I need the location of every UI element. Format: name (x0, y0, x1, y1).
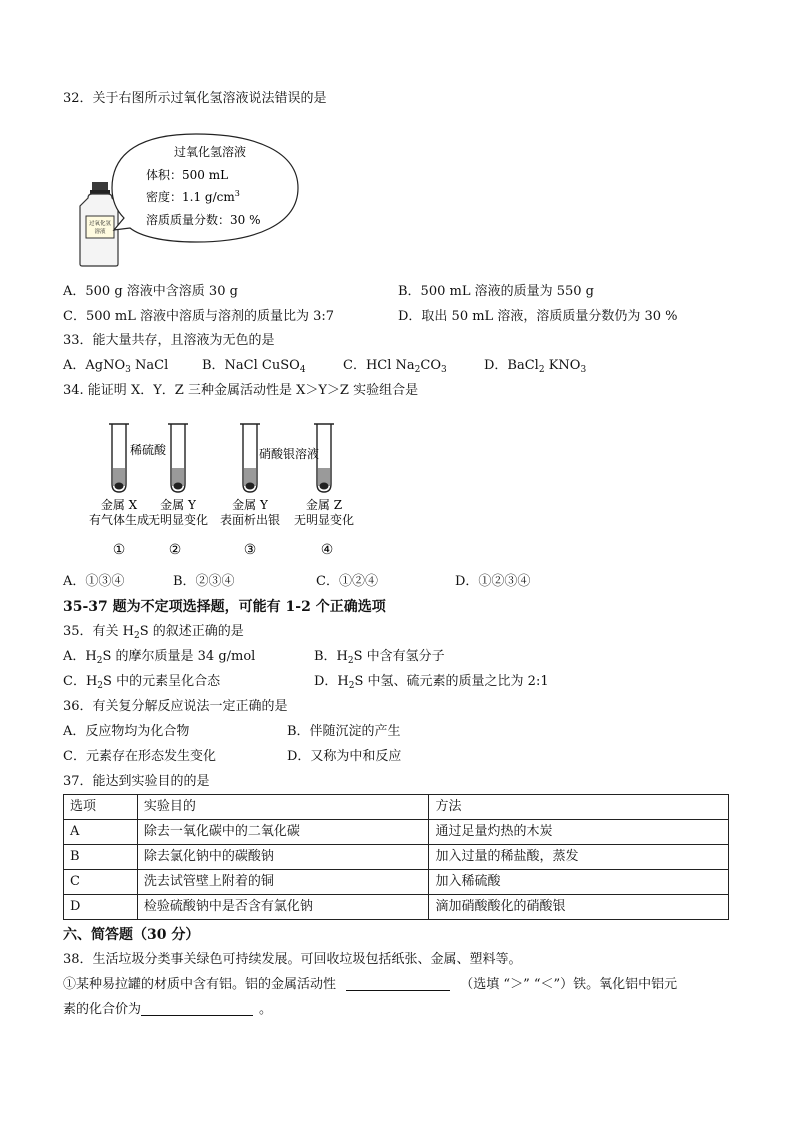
q34-figure (78, 418, 368, 564)
table-cell: 通过足量灼热的木炭 (429, 820, 729, 845)
table-header-cell: 选项 (64, 795, 138, 820)
table-row (64, 845, 729, 870)
q36-stem: 36．有关复分解反应说法一定正确的是 (63, 699, 288, 714)
q38-stem: 38．生活垃圾分类事关绿色可持续发展。可回收垃圾包括纸张、金属、塑料等。 (63, 952, 522, 967)
tube1-number: ① (112, 542, 126, 558)
reagent-label-1: 稀硫酸 (130, 443, 167, 457)
q32-stem: 32．关于右图所示过氧化氢溶液说法错误的是 (63, 91, 327, 106)
table-cell: C (64, 870, 138, 895)
table-header-cell: 实验目的 (137, 795, 429, 820)
q36-option-d: D．又称为中和反应 (287, 749, 402, 764)
bubble-line1: 过氧化氢溶液 (174, 145, 247, 159)
q37-table (63, 794, 729, 920)
q34-option-d: D．①②③④ (455, 574, 531, 589)
q33-option-a: A．AgNO$_3$ NaCl (63, 358, 169, 375)
table-cell: D (64, 895, 138, 920)
q33-option-c: C．HCl $Na_2CO_3$ (343, 358, 447, 375)
tube4-number: ④ (320, 542, 334, 558)
bubble-line2: 体积：500 mL (146, 168, 229, 182)
tube3-metal: 金属 Y (232, 498, 268, 512)
bubble-line4: 溶质质量分数：30 % (146, 213, 261, 227)
table-cell: B (64, 845, 138, 870)
table-row (64, 895, 729, 920)
table-cell: A (64, 820, 138, 845)
test-tube-1 (109, 424, 129, 492)
q34-option-b: B．②③④ (173, 574, 235, 589)
table-row (64, 820, 729, 845)
answer-blank-2[interactable] (141, 1001, 253, 1016)
q37-stem: 37．能达到实验目的的是 (63, 774, 210, 789)
test-tube-3 (240, 424, 260, 492)
bottle-label-line2: 溶液 (94, 229, 106, 235)
q36-option-a: A．反应物均为化合物 (63, 724, 190, 739)
q35-option-c: C．$H_2S$ 中的元素呈化合态 (63, 674, 221, 691)
q34-stem: 34. 能证明 X．Y．Z 三种金属活动性是 X＞Y＞Z 实验组合是 (63, 383, 419, 398)
table-cell: 除去氯化钠中的碳酸钠 (137, 845, 429, 870)
reagent-label-2: 硝酸银溶液 (259, 447, 320, 461)
table-row (64, 870, 729, 895)
q34-option-a: A．①③④ (63, 574, 125, 589)
q32-option-b: B．500 mL 溶液的质量为 550 g (398, 284, 594, 299)
section-note: 35-37 题为不定项选择题，可能有 1-2 个正确选项 (63, 599, 386, 615)
table-cell: 加入稀硫酸 (429, 870, 729, 895)
q36-option-c: C．元素存在形态发生变化 (63, 749, 216, 764)
bubble-line3: 密度：1.1 $g/cm^3$ (146, 189, 240, 204)
q35-stem: 35．有关 $H_2S$ 的叙述正确的是 (63, 624, 244, 641)
q38-part2: 素的化合价为 。 (63, 1002, 273, 1017)
tube4-result: 无明显变化 (293, 513, 355, 527)
bottle-label-line1: 过氧化氢 (88, 221, 112, 227)
q32-option-a: A．500 g 溶液中含溶质 30 g (63, 284, 238, 299)
table-header-row (64, 795, 729, 820)
q32-figure (78, 132, 310, 272)
tube3-number: ③ (243, 542, 257, 558)
q33-option-b: B．NaCl CuSO$_4$ (202, 358, 306, 375)
tube2-number: ② (168, 542, 182, 558)
q33-stem: 33．能大量共存，且溶液为无色的是 (63, 333, 275, 348)
tube3-result: 表面析出银 (219, 513, 281, 527)
q36-option-b: B．伴随沉淀的产生 (287, 724, 401, 739)
q32-option-c: C．500 mL 溶液中溶质与溶剂的质量比为 3:7 (63, 309, 335, 324)
speech-bubble (112, 134, 298, 242)
q38-part1: ①某种易拉罐的材质中含有铝。铝的金属活动性 （选填 “＞” “＜”）铁。氧化铝中铝元 (63, 977, 678, 992)
table-cell: 检验硫酸钠中是否含有氯化钠 (137, 895, 429, 920)
section-heading: 六、简答题（30 分） (63, 927, 200, 943)
q34-option-c: C．①②④ (316, 574, 378, 589)
q35-option-a: A．$H_2S$ 的摩尔质量是 34 g/mol (63, 649, 256, 666)
q35-option-b: B．$H_2S$ 中含有氢分子 (314, 649, 445, 666)
table-header-cell: 方法 (429, 795, 729, 820)
q33-option-d: D．BaCl$_2$ $KNO_3$ (484, 358, 587, 375)
table-cell: 除去一氧化碳中的二氧化碳 (137, 820, 429, 845)
table-cell: 滴加硝酸酸化的硝酸银 (429, 895, 729, 920)
tube2-metal: 金属 Y (160, 498, 196, 512)
tube4-metal: 金属 Z (305, 498, 343, 512)
answer-blank-1[interactable] (346, 976, 450, 991)
test-tube-4 (314, 424, 334, 492)
tube1-metal: 金属 X (100, 498, 138, 512)
tube1-result: 有气体生成 (88, 513, 150, 527)
tube2-result: 无明显变化 (147, 513, 209, 527)
q32-option-d: D．取出 50 mL 溶液，溶质质量分数仍为 30 % (398, 309, 678, 324)
test-tube-2 (168, 424, 188, 492)
table-cell: 洗去试管壁上附着的铜 (137, 870, 429, 895)
table-cell: 加入过量的稀盐酸，蒸发 (429, 845, 729, 870)
q35-option-d: D．$H_2S$ 中氢、硫元素的质量之比为 2:1 (314, 674, 549, 691)
